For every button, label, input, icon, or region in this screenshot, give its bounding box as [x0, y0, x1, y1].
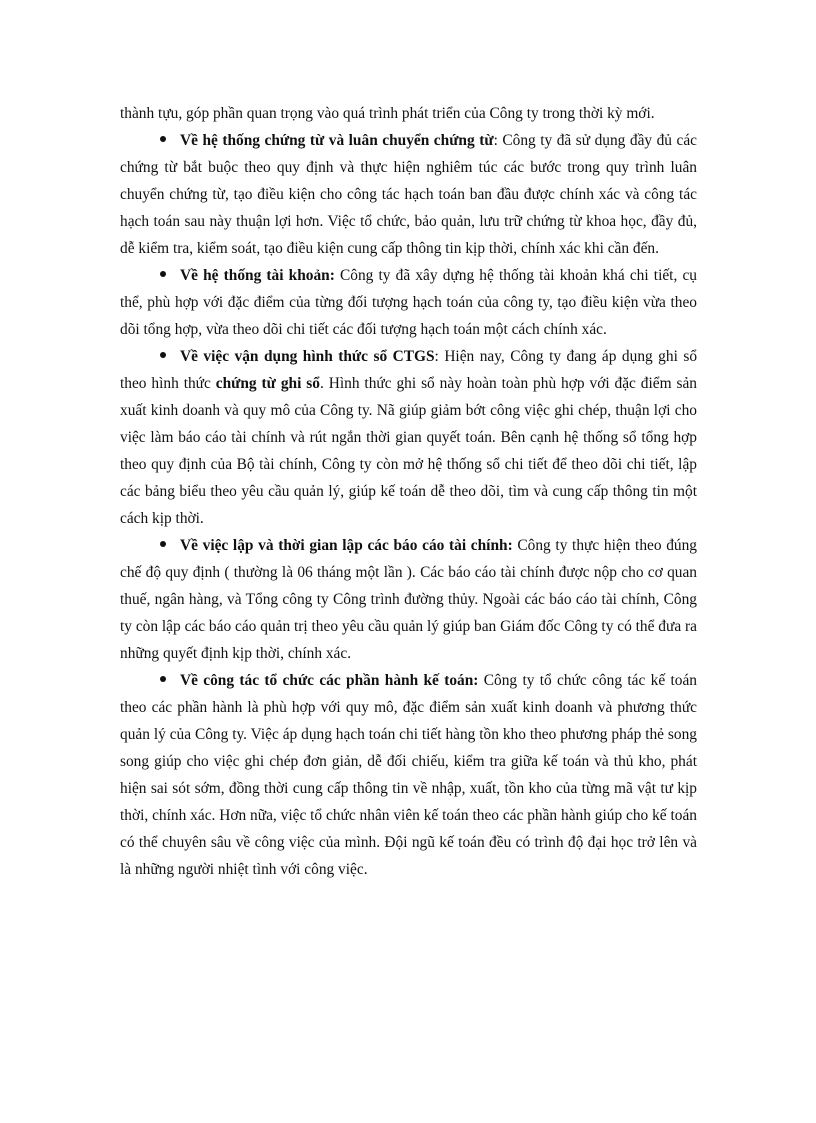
section-body-after: . Hình thức ghi sổ này hoàn toàn phù hợp với đặc điểm sản xuất kinh doanh và quy mô của Công ty. Nã giúp giảm bớt công việc ghi chép, thuận lợi cho việc làm báo cáo tài chính và rút ngắn thời gian quyết toán. Bên cạnh hệ thống sổ tổng hợp theo quy định của Bộ tài chính, Công ty còn mở hệ thống sổ chi tiết để theo dõi chi tiết, lập các bảng biểu theo yêu cầu quản lý, giúp kế toán dễ theo dõi, tìm và cung cấp thông tin một cách kịp thời. — [120, 375, 697, 527]
document-page — [120, 100, 697, 883]
section-heading: Về hệ thống tài khoản: — [180, 267, 335, 284]
bullet-icon — [160, 676, 166, 682]
section-body: Công ty thực hiện theo đúng chế độ quy định ( thường là 06 tháng một lần ). Các báo cáo tài chính được nộp cho cơ quan thuế, ngân hàng, và Tổng công ty Công trình đường thủy. Ngoài các báo cáo tài chính, Công ty còn lập các báo cáo quản trị theo yêu cầu quản lý giúp ban Giám đốc Công ty có thể đưa ra những quyết định kịp thời, chính xác. — [120, 537, 698, 662]
section-heading: Về việc vận dụng hình thức sổ CTGS — [180, 348, 435, 365]
section-heading: Về việc lập và thời gian lập các báo cáo tài chính: — [180, 537, 513, 554]
bullet-icon — [160, 271, 166, 277]
bullet-icon — [160, 136, 166, 142]
section-body: Công ty tổ chức công tác kế toán theo các phần hành là phù hợp với quy mô, đặc điểm sản xuất kinh doanh và phương thức quản lý của Công ty. Việc áp dụng hạch toán chi tiết hàng tồn kho theo phương pháp thẻ song song giúp cho việc ghi chép đơn giản, dễ đối chiếu, kiểm tra giữa kế toán và thủ kho, phát hiện sai sót sớm, đồng thời cung cấp thông tin về nhập, xuất, tồn kho của từng mã vật tư kịp thời, chính xác. Hơn nữa, việc tổ chức nhân viên kế toán theo các phần hành giúp cho kế toán có thể chuyên sâu về công việc của mình. Đội ngũ kế toán đều có trình độ đại học trở lên và là những người nhiệt tình với công việc. — [120, 672, 697, 878]
section-separator: : — [493, 132, 503, 149]
section-phan-hanh — [120, 667, 697, 883]
section-body-before: Hiện nay, Công ty đang áp dụng ghi sổ theo hình thức — [120, 348, 698, 392]
section-separator: : — [434, 348, 445, 365]
section-body: Công ty đã sử dụng đầy đủ các chứng từ bắt buộc theo quy định và thực hiện nghiêm túc các bước trong quy trình luân chuyển chứng từ, tạo điều kiện cho công tác hạch toán ban đầu được chính xác và công tác hạch toán sau này thuận lợi hơn. Việc tổ chức, bảo quản, lưu trữ chứng từ khoa học, đầy đủ, dễ kiểm tra, kiểm soát, tạo điều kiện cung cấp thông tin kịp thời, chính xác khi cần đến. — [120, 132, 697, 257]
section-bao-cao — [120, 532, 697, 667]
bullet-icon — [160, 352, 166, 358]
section-heading: Về công tác tổ chức các phần hành kế toán: — [180, 672, 479, 689]
section-so-ctgs — [120, 343, 697, 532]
section-chung-tu — [120, 127, 697, 262]
section-heading: Về hệ thống chứng từ và luân chuyển chứng từ — [180, 132, 494, 149]
section-body: Công ty đã xây dựng hệ thống tài khoản khá chi tiết, cụ thể, phù hợp với đặc điểm của từng đối tượng hạch toán của công ty, tạo điều kiện vừa theo dõi tổng hợp, vừa theo dõi chi tiết các đối tượng hạch toán một cách chính xác. — [120, 267, 697, 338]
intro-paragraph: thành tựu, góp phần quan trọng vào quá trình phát triển của Công ty trong thời kỳ mới. — [120, 105, 655, 122]
section-tai-khoan — [120, 262, 697, 343]
bullet-icon — [160, 541, 166, 547]
section-body-emphasis: chứng từ ghi sổ — [215, 375, 320, 392]
